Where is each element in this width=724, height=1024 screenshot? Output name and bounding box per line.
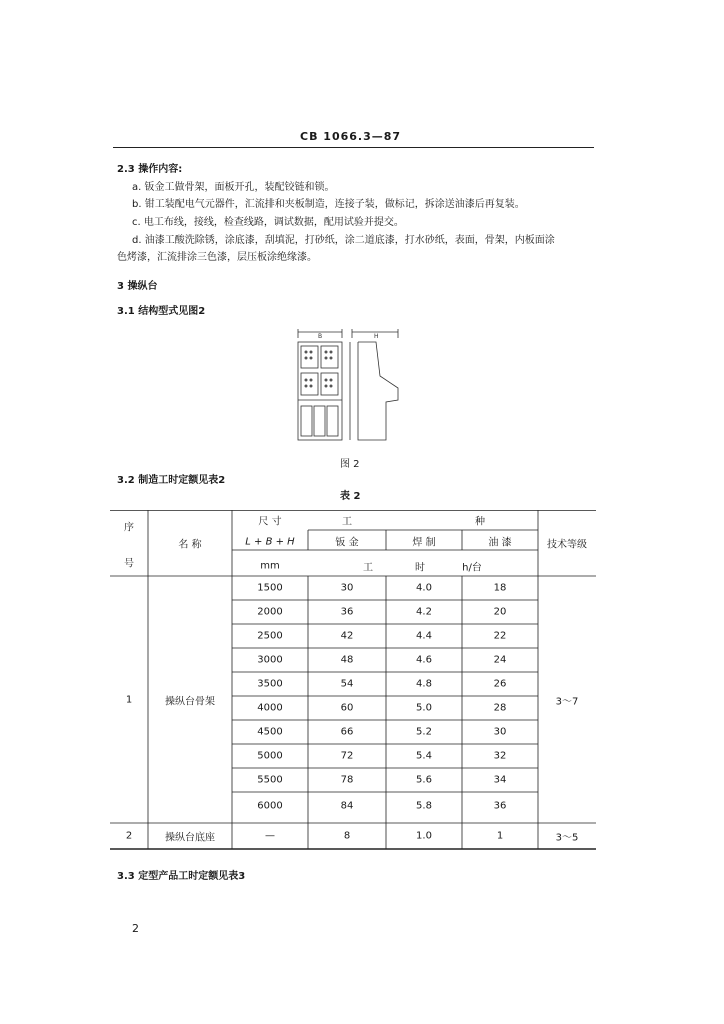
- header-time: 时: [415, 562, 425, 574]
- row-size: 6000: [257, 800, 283, 812]
- row-sheet: 36: [340, 606, 354, 618]
- row-size: 4500: [257, 726, 283, 738]
- item-a: a. 钣金工做骨架，面板开孔，装配铰链和锁。: [132, 182, 335, 193]
- row-sheet: 66: [340, 726, 354, 738]
- row-paint: 32: [493, 750, 507, 762]
- document-header: CB 1066.3—87: [300, 130, 402, 143]
- header-mm: mm: [260, 560, 280, 572]
- figure-label-b: B: [318, 333, 323, 340]
- row-paint: 18: [493, 582, 507, 594]
- row-sheet: 48: [340, 654, 354, 666]
- header-worktime: 工: [363, 562, 373, 574]
- header-work: 工: [342, 516, 352, 528]
- row-size: 4000: [257, 702, 283, 714]
- item-d-line2: 色烤漆，汇流排涂三色漆，层压板涂绝缘漆。: [117, 252, 317, 263]
- header-rule: [113, 147, 594, 148]
- row-size: 1500: [257, 582, 283, 594]
- row-paint: 34: [493, 774, 507, 786]
- item2-weld: 1.0: [416, 830, 432, 842]
- header-no-1: 序: [124, 522, 134, 534]
- row-size: 2000: [257, 606, 283, 618]
- row-size: 2500: [257, 630, 283, 642]
- item-d-line1: d. 油漆工酸洗除锈，涂底漆，刮填泥，打砂纸，涂二道底漆，打水砂纸，表面，骨架，内板面涂: [132, 235, 555, 246]
- section-2-3-title: 2.3 操作内容:: [117, 164, 183, 175]
- row-paint: 36: [493, 800, 507, 812]
- header-unit: h/台: [462, 562, 482, 574]
- item2-no: 2: [125, 830, 133, 842]
- section-3-2-title: 3.2 制造工时定额见表2: [117, 475, 226, 486]
- item2-sheet: 8: [343, 830, 351, 842]
- row-sheet: 42: [340, 630, 354, 642]
- item1-no: 1: [125, 694, 133, 706]
- row-weld: 4.4: [416, 630, 432, 642]
- row-size: 5500: [257, 774, 283, 786]
- item2-name: 操纵台底座: [165, 832, 215, 844]
- item1-grade: 3～7: [555, 696, 579, 708]
- figure-label-h: H: [374, 333, 379, 340]
- header-size: 尺 寸: [258, 516, 282, 528]
- page-number: 2: [132, 922, 139, 935]
- header-painting: 油 漆: [488, 537, 512, 549]
- item2-size: —: [265, 830, 275, 842]
- row-sheet: 72: [340, 750, 354, 762]
- item-b: b. 钳工装配电气元器件，汇流排和夹板制造，连接子装，做标记，拆涂送油漆后再复装。: [132, 199, 525, 210]
- row-paint: 28: [493, 702, 507, 714]
- row-weld: 5.2: [416, 726, 432, 738]
- item2-grade: 3～5: [555, 832, 579, 844]
- figure-caption: 图 2: [340, 459, 360, 470]
- row-weld: 5.6: [416, 774, 432, 786]
- header-formula: L + B + H: [245, 536, 295, 548]
- row-sheet: 60: [340, 702, 354, 714]
- row-sheet: 78: [340, 774, 354, 786]
- row-size: 3000: [257, 654, 283, 666]
- header-welding: 焊 制: [412, 537, 436, 549]
- row-size: 5000: [257, 750, 283, 762]
- section-3-3-title: 3.3 定型产品工时定额见表3: [117, 871, 246, 882]
- row-paint: 22: [493, 630, 507, 642]
- row-weld: 4.2: [416, 606, 432, 618]
- row-sheet: 30: [340, 582, 354, 594]
- table-2: [110, 510, 596, 850]
- row-weld: 5.8: [416, 800, 432, 812]
- row-paint: 24: [493, 654, 507, 666]
- row-paint: 20: [493, 606, 507, 618]
- header-grade: 技术等级: [547, 539, 587, 551]
- figure-2-drawing: [294, 328, 404, 443]
- row-size: 3500: [257, 678, 283, 690]
- row-weld: 5.0: [416, 702, 432, 714]
- section-3-title: 3 操纵台: [117, 281, 158, 292]
- header-sheet-metal: 钣 金: [335, 537, 359, 549]
- item1-name: 操纵台骨架: [165, 696, 215, 708]
- row-weld: 5.4: [416, 750, 432, 762]
- row-paint: 26: [493, 678, 507, 690]
- item-c: c. 电工布线，接线，检查线路，调试数据，配用试验并提交。: [132, 217, 404, 228]
- row-sheet: 84: [340, 800, 354, 812]
- header-kind: 种: [475, 516, 485, 528]
- table-title: 表 2: [340, 491, 361, 502]
- header-no-2: 号: [124, 558, 134, 570]
- section-3-1-title: 3.1 结构型式见图2: [117, 306, 206, 317]
- header-name: 名 称: [178, 539, 202, 551]
- row-weld: 4.6: [416, 654, 432, 666]
- row-weld: 4.0: [416, 582, 432, 594]
- row-sheet: 54: [340, 678, 354, 690]
- item2-paint: 1: [496, 830, 504, 842]
- row-paint: 30: [493, 726, 507, 738]
- row-weld: 4.8: [416, 678, 432, 690]
